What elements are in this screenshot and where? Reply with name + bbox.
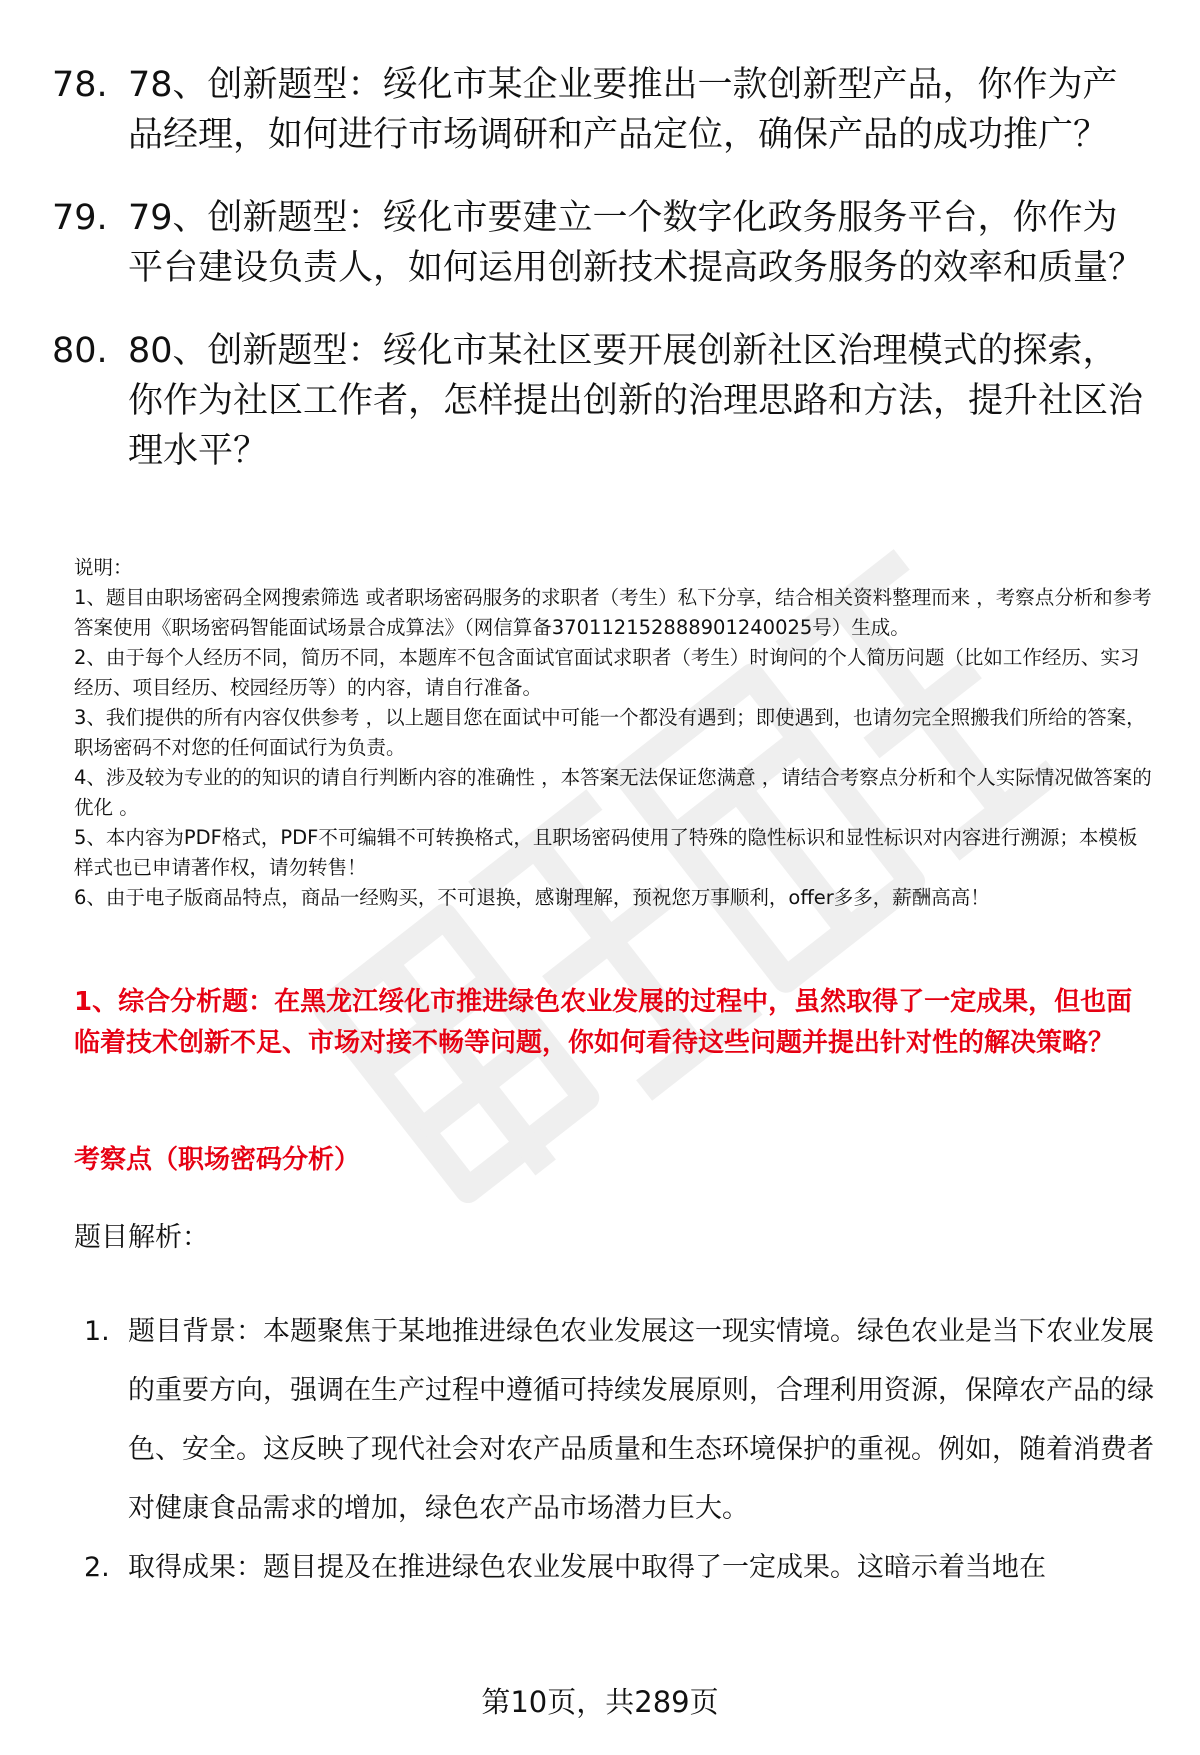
question-number: 80. — [52, 331, 108, 371]
question-item — [52, 326, 1152, 476]
notes-title: 说明： — [74, 556, 133, 579]
note-item: 5、本内容为PDF格式，PDF不可编辑不可转换格式，且职场密码使用了特殊的隐性标识和显性标识对内容进行溯源；本模板样式也已申请著作权，请勿转售！ — [74, 826, 1138, 879]
question-heading: 1、综合分析题：在黑龙江绥化市推进绿色农业发展的过程中，虽然取得了一定成果，但也面临着技术创新不足、市场对接不畅等问题，你如何看待这些问题并提出针对性的解决策略？ — [74, 987, 1133, 1058]
question-number: 79. — [52, 198, 108, 238]
analysis-label: 题目解析： — [74, 1222, 209, 1253]
question-list — [52, 60, 1152, 509]
analysis-text: 题目背景：本题聚焦于某地推进绿色农业发展这一现实情境。绿色农业是当下农业发展的重要方向，强调在生产过程中遵循可持续发展原则，合理利用资源，保障农产品的绿色、安全。这反映了现代社会对农产品质量和生态环境保护的重视。例如，随着消费者对健康食品需求的增加，绿色农产品市场潜力巨大。 — [128, 1316, 1154, 1524]
page-footer: 第10页，共289页 — [481, 1685, 719, 1719]
note-item: 4、涉及较为专业的的知识的请自行判断内容的准确性 ，本答案无法保证您满意 ，请结合考察点分析和个人实际情况做答案的优化 。 — [74, 766, 1152, 819]
analysis-text: 取得成果：题目提及在推进绿色农业发展中取得了一定成果。这暗示着当地在 — [128, 1552, 1046, 1583]
note-item: 3、我们提供的所有内容仅供参考 ，以上题目您在面试中可能一个都没有遇到；即使遇到，也请勿完全照搬我们所给的答案，职场密码不对您的任何面试行为负责。 — [74, 706, 1146, 759]
question-text: 80、创新题型：绥化市某社区要开展创新社区治理模式的探索，你作为社区工作者，怎样提出创新的治理思路和方法，提升社区治理水平？ — [128, 331, 1144, 471]
question-item — [52, 193, 1152, 293]
analysis-item — [84, 1538, 1154, 1597]
notes-section — [74, 553, 1154, 913]
note-item: 1、题目由职场密码全网搜索筛选 或者职场密码服务的求职者（考生）私下分享，结合相关资料整理而来 ，考察点分析和参考答案使用《职场密码智能面试场景合成算法》（网信算备370112152888901240025号）生成。 — [74, 586, 1152, 639]
analysis-number: 2. — [84, 1552, 110, 1583]
note-item: 6、由于电子版商品特点，商品一经购买，不可退换，感谢理解，预祝您万事顺利，offer多多，薪酬高高！ — [74, 886, 990, 909]
analysis-list — [84, 1302, 1154, 1597]
section-subheading: 考察点（职场密码分析） — [74, 1145, 361, 1175]
note-item: 2、由于每个人经历不同，简历不同，本题库不包含面试官面试求职者（考生）时询问的个人简历问题（比如工作经历、实习经历、项目经历、校园经历等）的内容，请自行准备。 — [74, 646, 1140, 699]
question-item — [52, 60, 1152, 160]
question-text: 78、创新题型：绥化市某企业要推出一款创新型产品，你作为产品经理，如何进行市场调研和产品定位，确保产品的成功推广？ — [128, 65, 1118, 155]
question-text: 79、创新题型：绥化市要建立一个数字化政务服务平台，你作为平台建设负责人，如何运用创新技术提高政务服务的效率和质量？ — [128, 198, 1144, 288]
analysis-number: 1. — [84, 1316, 110, 1347]
question-number: 78. — [52, 65, 108, 105]
analysis-item — [84, 1302, 1154, 1538]
